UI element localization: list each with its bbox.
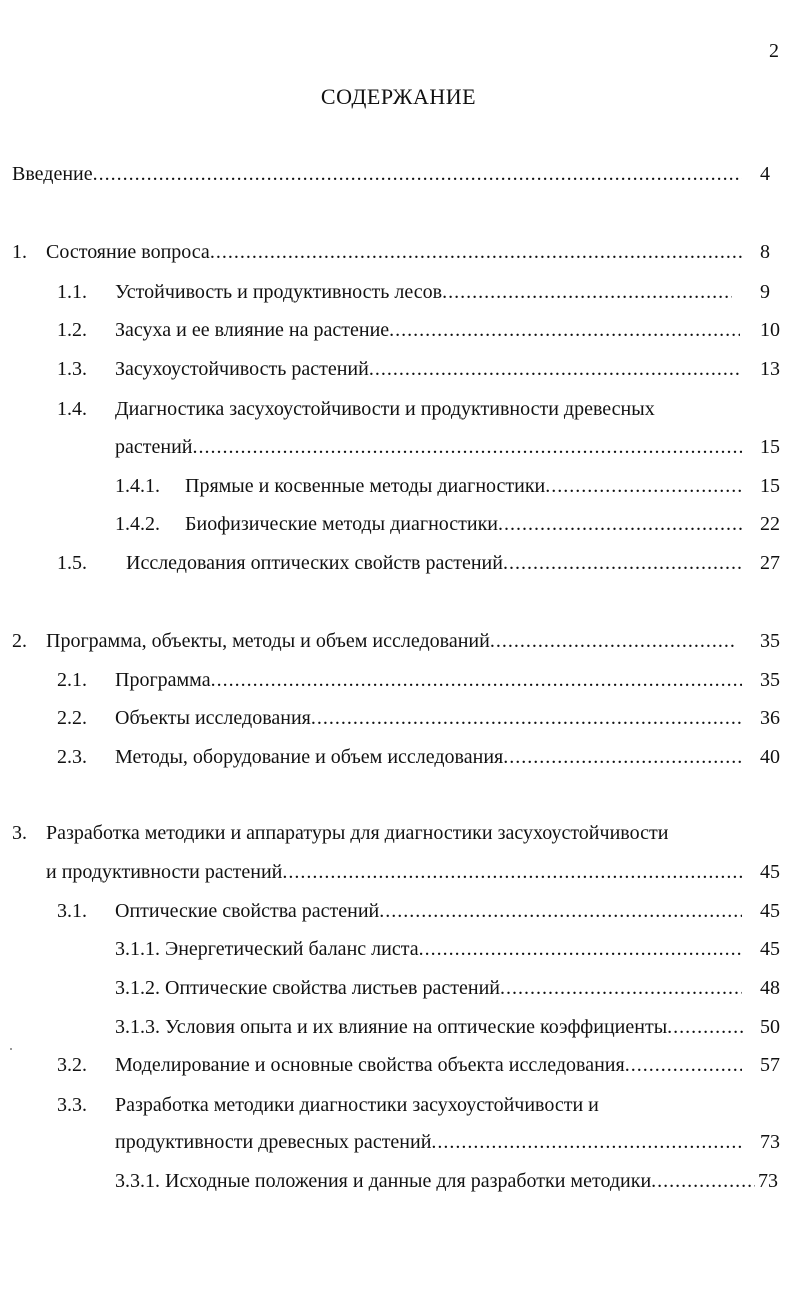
page-number: 2: [769, 40, 779, 62]
toc-title: Устойчивость и продуктивность лесов: [115, 281, 443, 303]
toc-page: 36: [760, 707, 780, 729]
toc-entry-1-5: [0, 550, 797, 576]
toc-title: Состояние вопроса: [46, 241, 210, 263]
toc-page: 73: [758, 1170, 778, 1192]
scan-speck: [10, 1048, 12, 1050]
toc-title: Программа, объекты, методы и объем исследований: [46, 630, 490, 652]
toc-number: 3.: [12, 822, 27, 844]
toc-title: Засуха и ее влияние на растение: [115, 319, 390, 341]
toc-number: 1.1.: [57, 281, 87, 303]
toc-number: 1.: [12, 241, 27, 263]
toc-page: 15: [760, 436, 780, 458]
toc-page: 35: [760, 669, 780, 691]
toc-title-cont: и продуктивности растений: [46, 861, 283, 883]
toc-page: 45: [760, 938, 780, 960]
toc-page: 73: [760, 1131, 780, 1153]
toc-number: 1.4.2.: [115, 513, 160, 535]
toc-title: Разработка методики диагностики засухоустойчивости и: [115, 1094, 599, 1116]
toc-title: Введение: [12, 163, 93, 185]
toc-page: 50: [760, 1016, 780, 1038]
toc-title: 3.1.3. Условия опыта и их влияние на оптические коэффициенты: [115, 1016, 668, 1038]
toc-entry-intro: [0, 161, 797, 187]
toc-number: 1.3.: [57, 358, 87, 380]
toc-number: 3.3.: [57, 1094, 87, 1116]
toc-page: 48: [760, 977, 780, 999]
toc-title-cont: продуктивности древесных растений: [115, 1131, 432, 1153]
toc-title: Методы, оборудование и объем исследования: [115, 746, 504, 768]
toc-entry-3-1-1: [0, 936, 797, 962]
toc-number: 1.5.: [57, 552, 87, 574]
toc-number: 2.2.: [57, 707, 87, 729]
toc-entry-3-1: [0, 898, 797, 924]
toc-entry-1-3: [0, 356, 797, 382]
toc-entry-2-1: [0, 667, 797, 693]
toc-entry-3-2: [0, 1052, 797, 1078]
toc-title: Объекты исследования: [115, 707, 311, 729]
toc-entry-2-3: [0, 744, 797, 770]
toc-number: 3.2.: [57, 1054, 87, 1076]
toc-entry-1: [0, 239, 797, 265]
toc-entry-1-1: [0, 279, 797, 305]
toc-title: 3.1.2. Оптические свойства листьев растений: [115, 977, 500, 999]
toc-page: 15: [760, 475, 780, 497]
toc-entry-3-3-line2: [0, 1129, 797, 1155]
page-title: СОДЕРЖАНИЕ: [320, 84, 477, 109]
toc-page: 40: [760, 746, 780, 768]
toc-entry-3-3-line1: [0, 1092, 797, 1118]
toc-number: 1.4.1.: [115, 475, 160, 497]
toc-number: 1.2.: [57, 319, 87, 341]
toc-title: Разработка методики и аппаратуры для диагностики засухоустойчивости: [46, 822, 669, 844]
toc-page: 10: [760, 319, 780, 341]
toc-page: 45: [760, 861, 780, 883]
toc-page: 45: [760, 900, 780, 922]
toc-title: Засухоустойчивость растений: [115, 358, 369, 380]
toc-title: Программа: [115, 669, 211, 691]
toc-entry-2-2: [0, 705, 797, 731]
toc-number: 2.: [12, 630, 27, 652]
toc-entry-2: [0, 628, 797, 654]
toc-entry-3-line2: [0, 859, 797, 885]
toc-title: Исследования оптических свойств растений: [126, 552, 503, 574]
toc-entry-3-1-2: [0, 975, 797, 1001]
toc-number: 1.4.: [57, 398, 87, 420]
toc-page: 57: [760, 1054, 780, 1076]
toc-entry-1-4-2: [0, 511, 797, 537]
toc-title: 3.1.1. Энергетический баланс листа: [115, 938, 419, 960]
toc-entry-1-4-1: [0, 473, 797, 499]
toc-entry-1-2: [0, 317, 797, 343]
toc-entry-1-4-line1: [0, 396, 797, 422]
toc-entry-3-line1: [0, 820, 797, 846]
toc-page: 13: [760, 358, 780, 380]
toc-title: Оптические свойства растений: [115, 900, 380, 922]
toc-title: 3.3.1. Исходные положения и данные для разработки методики: [115, 1170, 652, 1192]
toc-page: 22: [760, 513, 780, 535]
toc-page: 27: [760, 552, 780, 574]
toc-entry-3-1-3: [0, 1014, 797, 1040]
toc-title: Прямые и косвенные методы диагностики: [185, 475, 546, 497]
toc-number: 3.1.: [57, 900, 87, 922]
toc-title: Диагностика засухоустойчивости и продуктивности древесных: [115, 398, 655, 420]
toc-entry-3-3-1: [0, 1168, 797, 1194]
toc-title: Биофизические методы диагностики: [185, 513, 499, 535]
toc-page: 35: [760, 630, 780, 652]
toc-entry-1-4-line2: [0, 434, 797, 460]
toc-page: 8: [760, 241, 770, 263]
toc-title: Моделирование и основные свойства объекта исследования: [115, 1054, 625, 1076]
toc-page: 4: [760, 163, 770, 185]
toc-number: 2.3.: [57, 746, 87, 768]
toc-number: 2.1.: [57, 669, 87, 691]
toc-page: 9: [760, 281, 770, 303]
toc-title-cont: растений: [115, 436, 193, 458]
